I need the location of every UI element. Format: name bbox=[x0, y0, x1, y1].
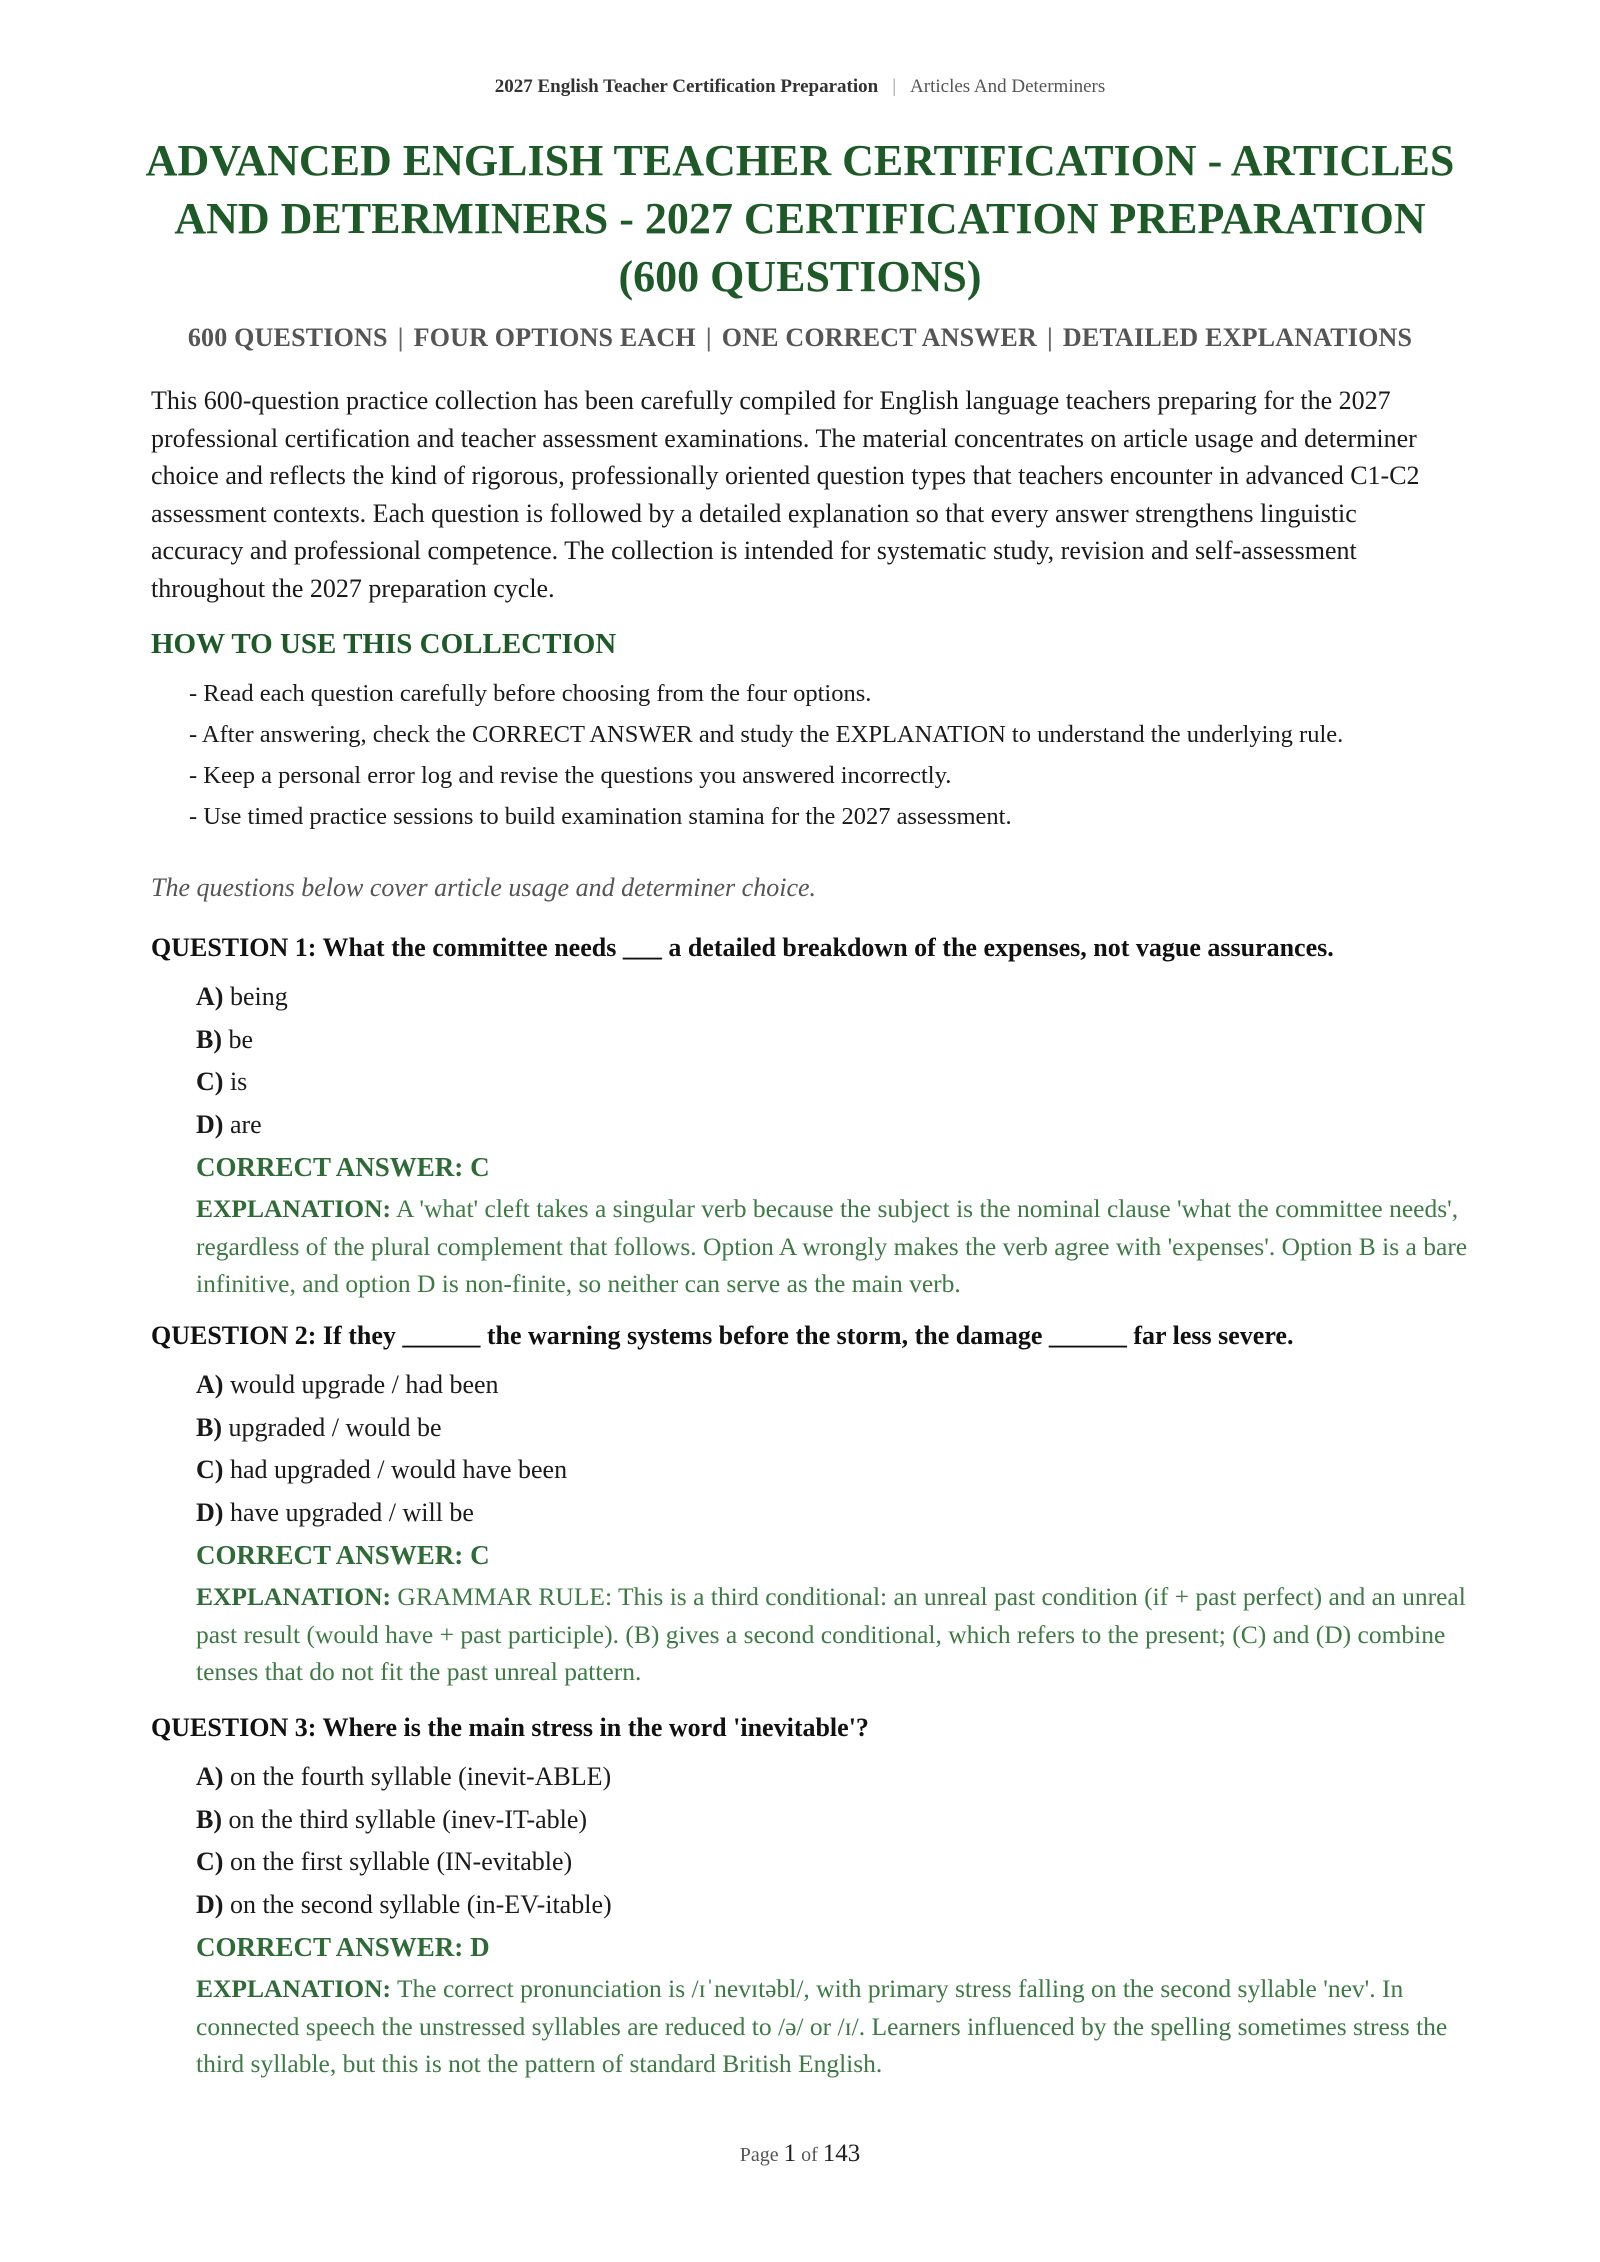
option-c bbox=[196, 1841, 1471, 1884]
explanation-text: A 'what' cleft takes a singular verb because the subject is the nominal clause 'what the committee needs', regardless of the plural complement that follows. Option A wrongly makes the verb agree with 'expenses'. Option B is a bare infinitive, and option D is non-finite, so neither can serve as the main verb. bbox=[196, 1194, 1468, 1298]
option-text: on the fourth syllable (inevit-ABLE) bbox=[229, 1762, 612, 1791]
running-header bbox=[0, 76, 1600, 98]
option-d bbox=[196, 1492, 1471, 1535]
header-section-title: Articles And Determiners bbox=[910, 76, 1106, 97]
answer-value: D bbox=[470, 1932, 490, 1962]
header-book-title: 2027 English Teacher Certification Preparation bbox=[494, 76, 879, 97]
subtitle-separator: | bbox=[397, 323, 404, 352]
question-text: QUESTION 2: If they ______ the warning systems before the storm, the damage ______ far less severe. bbox=[151, 1321, 1294, 1350]
correct-answer bbox=[196, 1534, 1471, 1576]
subtitle-item: ONE CORRECT ANSWER bbox=[721, 323, 1037, 352]
option-letter: D) bbox=[196, 1889, 224, 1919]
subtitle-item: 600 QUESTIONS bbox=[187, 323, 388, 352]
subtitle-separator: | bbox=[705, 323, 712, 352]
page-number bbox=[0, 2140, 1600, 2168]
list-item: - Use timed practice sessions to build examination stamina for the 2027 assessment. bbox=[189, 803, 1012, 830]
scope-note: The questions below cover article usage and determiner choice. bbox=[151, 873, 817, 902]
explanation-label: EXPLANATION: bbox=[196, 1974, 392, 2003]
document-title: ADVANCED ENGLISH TEACHER CERTIFICATION - ARTICLES AND DETERMINERS - 2027 CERTIFICATION PREPARATION (600 QUESTIONS) bbox=[145, 136, 1455, 301]
answer-label: CORRECT ANSWER: bbox=[196, 1152, 464, 1182]
option-letter: C) bbox=[196, 1067, 224, 1096]
explanation bbox=[196, 1578, 1486, 1691]
total-pages: 143 bbox=[822, 2140, 861, 2167]
explanation-text: GRAMMAR RULE: This is a third conditional: an unreal past condition (if + past perfect) and an unreal past result (would have + past participle). (B) gives a second conditional, which refers to the present; (C) and (D) combine tenses that do not fit the past unreal pattern. bbox=[196, 1582, 1466, 1686]
of-word: of bbox=[801, 2144, 818, 2166]
option-d bbox=[196, 1884, 1471, 1927]
option-a bbox=[196, 1756, 1471, 1799]
option-text: would upgrade / had been bbox=[229, 1370, 499, 1399]
correct-answer bbox=[196, 1926, 1471, 1968]
question-text: QUESTION 3: Where is the main stress in the word 'inevitable'? bbox=[151, 1713, 869, 1742]
option-text: upgraded / would be bbox=[228, 1412, 442, 1442]
option-text: are bbox=[229, 1109, 262, 1139]
option-letter: C) bbox=[196, 1847, 224, 1876]
how-to-use-heading: HOW TO USE THIS COLLECTION bbox=[151, 628, 617, 660]
option-text: have upgraded / will be bbox=[229, 1497, 474, 1527]
answer-label: CORRECT ANSWER: bbox=[196, 1932, 464, 1962]
option-letter: B) bbox=[196, 1804, 222, 1834]
answer-value: C bbox=[470, 1540, 490, 1570]
option-a bbox=[196, 1364, 1471, 1407]
option-text: on the second syllable (in-EV-itable) bbox=[229, 1889, 612, 1919]
option-d bbox=[196, 1104, 1471, 1147]
option-letter: B) bbox=[196, 1024, 222, 1054]
explanation-text: The correct pronunciation is /ɪˈnevɪtəbl/, with primary stress falling on the second syllable 'nev'. In connected speech the unstressed syllables are reduced to /ə/ or /ɪ/. Learners influenced by the spelling sometimes stress the third syllable, but this is not the pattern of standard British English. bbox=[196, 1974, 1448, 2078]
header-separator: | bbox=[892, 76, 897, 97]
option-a bbox=[196, 976, 1471, 1019]
options-list bbox=[196, 976, 1471, 1146]
subtitle-item: DETAILED EXPLANATIONS bbox=[1062, 323, 1413, 352]
answer-label: CORRECT ANSWER: bbox=[196, 1540, 464, 1570]
answer-value: C bbox=[470, 1152, 490, 1182]
list-item: - Read each question carefully before choosing from the four options. bbox=[189, 680, 872, 707]
option-c bbox=[196, 1449, 1471, 1492]
option-text: being bbox=[229, 982, 288, 1011]
option-letter: A) bbox=[196, 1762, 224, 1791]
list-item: - Keep a personal error log and revise the questions you answered incorrectly. bbox=[189, 762, 952, 789]
intro-paragraph: This 600-question practice collection has been carefully compiled for English language teachers preparing for the 2027 professional certification and teacher assessment examinations. The material concentrates on article usage and determiner choice and reflects the kind of rigorous, professionally oriented question types that teachers encounter in advanced C1-C2 assessment contexts. Each question is followed by a detailed explanation so that every answer strengthens linguistic accuracy and professional competence. The collection is intended for systematic study, revision and self-assessment throughout the 2027 preparation cycle. bbox=[151, 386, 1420, 603]
correct-answer bbox=[196, 1146, 1471, 1188]
option-letter: B) bbox=[196, 1412, 222, 1442]
question-1 bbox=[151, 930, 1471, 1303]
option-c bbox=[196, 1061, 1471, 1104]
explanation-label: EXPLANATION: bbox=[196, 1194, 392, 1223]
current-page: 1 bbox=[783, 2140, 797, 2167]
explanation-label: EXPLANATION: bbox=[196, 1582, 392, 1611]
option-text: on the third syllable (inev-IT-able) bbox=[228, 1804, 588, 1834]
option-b bbox=[196, 1019, 1471, 1062]
subtitle-item: FOUR OPTIONS EACH bbox=[413, 323, 696, 352]
option-letter: D) bbox=[196, 1109, 224, 1139]
question-2 bbox=[151, 1318, 1471, 1691]
question-text: QUESTION 1: What the committee needs ___ a detailed breakdown of the expenses, not vague assurances. bbox=[151, 933, 1334, 962]
option-letter: A) bbox=[196, 1370, 224, 1399]
option-letter: C) bbox=[196, 1455, 224, 1484]
list-item: - After answering, check the CORRECT ANSWER and study the EXPLANATION to understand the underlying rule. bbox=[189, 721, 1344, 748]
option-text: had upgraded / would have been bbox=[229, 1455, 568, 1484]
subtitle-separator: | bbox=[1046, 323, 1053, 352]
option-text: is bbox=[229, 1067, 248, 1096]
explanation bbox=[196, 1190, 1486, 1303]
explanation bbox=[196, 1970, 1486, 2083]
options-list bbox=[196, 1364, 1471, 1534]
option-text: on the first syllable (IN-evitable) bbox=[229, 1847, 573, 1876]
question-3 bbox=[151, 1710, 1471, 2083]
option-b bbox=[196, 1799, 1471, 1842]
how-to-use-list bbox=[189, 676, 1429, 840]
options-list bbox=[196, 1756, 1471, 1926]
subtitle-features bbox=[0, 323, 1600, 353]
option-b bbox=[196, 1407, 1471, 1450]
page-word: Page bbox=[739, 2144, 779, 2166]
option-letter: D) bbox=[196, 1497, 224, 1527]
option-letter: A) bbox=[196, 982, 224, 1011]
option-text: be bbox=[228, 1024, 254, 1054]
